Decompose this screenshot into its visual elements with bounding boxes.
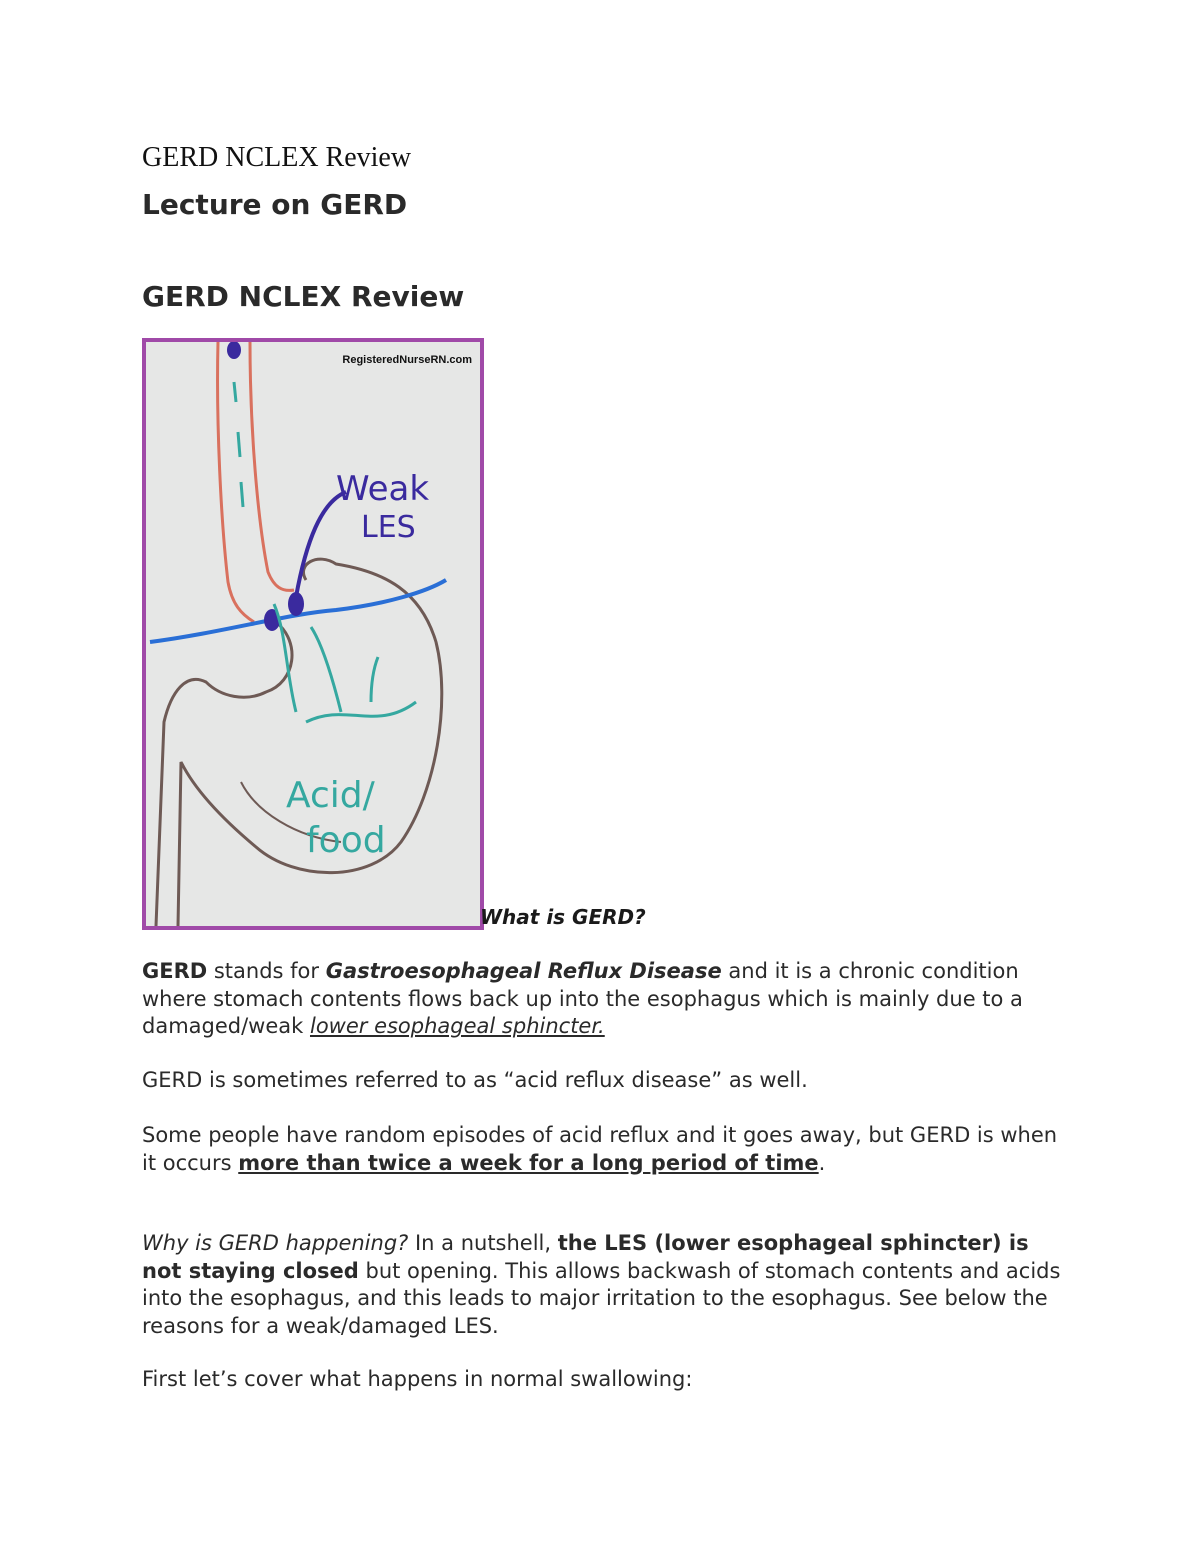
- p1-text-1: stands for: [207, 959, 326, 983]
- p1-text-2: and it is a chronic condition where stomach contents flows back up into the esophagus which is mainly due to a damaged/weak: [142, 959, 1023, 1038]
- p3-text-2: .: [818, 1150, 826, 1175]
- gerd-full-name: Gastroesophageal Reflux Disease: [325, 959, 722, 983]
- p3-text-1: Some people have random episodes of acid reflux and it goes away, but GERD is when it occurs: [142, 1123, 1058, 1175]
- gerd-diagram-image: [142, 338, 484, 930]
- esophagus-right-wall: [250, 342, 294, 590]
- les-dot-top: [227, 342, 241, 359]
- section-heading: GERD NCLEX Review: [142, 280, 465, 313]
- les-label: LES: [361, 510, 416, 545]
- paragraph-alias: GERD is sometimes referred to as “acid reflux disease” as well.: [142, 1068, 808, 1092]
- what-is-gerd-heading: What is GERD?: [480, 905, 646, 929]
- acid-wave-line: [306, 702, 416, 722]
- acid-arrow-3: [371, 657, 378, 702]
- document-title: GERD NCLEX Review: [142, 142, 412, 173]
- p4-text-1: In a nutshell,: [408, 1231, 558, 1255]
- paragraph-normal-swallowing: First let’s cover what happens in normal swallowing:: [142, 1367, 693, 1391]
- paragraph-frequency: [142, 1122, 1072, 1177]
- stomach-inner-curve: [156, 622, 292, 926]
- acid-label: Acid/: [286, 775, 375, 816]
- gerd-term: GERD: [142, 959, 208, 983]
- acid-arrow-2: [311, 627, 341, 712]
- paragraph-definition: [142, 958, 1072, 1041]
- frequency-emphasis: more than twice a week for a long period of time: [238, 1150, 819, 1175]
- les-term: lower esophageal sphincter.: [309, 1014, 605, 1038]
- cause-question: Why is GERD happening?: [142, 1231, 409, 1255]
- p4-text-2: but opening. This allows backwash of stomach contents and acids into the esophagus, and this leads to major irritation to the esophagus. See below the reasons for a weak/damaged LES.: [142, 1258, 1061, 1338]
- food-label: food: [306, 820, 386, 861]
- reflux-dash-1: [234, 382, 236, 402]
- watermark-text: RegisteredNurseRN.com: [342, 354, 472, 366]
- paragraph-cause: [142, 1230, 1072, 1340]
- reflux-dash-3: [241, 482, 243, 507]
- esophagus-left-wall: [218, 342, 254, 622]
- weak-label: Weak: [336, 469, 430, 509]
- gerd-diagram-drawing: [146, 342, 480, 926]
- reflux-dash-2: [238, 432, 240, 457]
- les-emphasis: the LES (lower esophageal sphincter) is not staying closed: [142, 1231, 1029, 1283]
- lecture-heading: Lecture on GERD: [142, 188, 408, 221]
